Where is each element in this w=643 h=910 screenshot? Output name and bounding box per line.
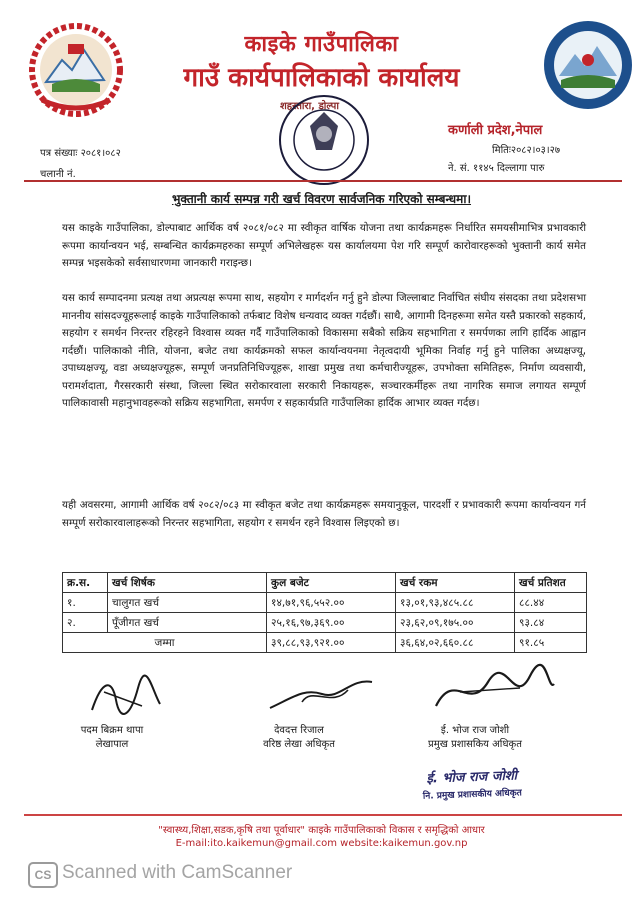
total-label: जम्मा	[63, 633, 267, 653]
col-percent: खर्च प्रतिशत	[515, 573, 587, 593]
signatory-senior-account-officer	[234, 722, 364, 750]
expenditure-table	[62, 572, 587, 653]
municipality-logo-icon	[541, 18, 635, 112]
col-heading: खर्च शिर्षक	[108, 573, 267, 593]
camscanner-watermark: Scanned with CamScanner	[62, 862, 293, 883]
cell-percent: ८८.४४	[515, 593, 587, 613]
camscanner-logo-icon: CS	[28, 862, 58, 888]
signatory-title: वरिष्ठ लेखा अधिकृत	[263, 739, 335, 750]
table-row	[63, 613, 587, 633]
cell-total-budget: २५,१६,९७,३६९.००	[267, 613, 396, 633]
table-total-row	[63, 633, 587, 653]
signature-accountant	[82, 670, 168, 722]
letter-date: मितिः२०८२।०३।२७	[492, 145, 561, 156]
signatory-name: देवदत्त रिजाल	[274, 725, 324, 736]
total-percent: ९१.८५	[515, 633, 587, 653]
cell-percent: ९३.८४	[515, 613, 587, 633]
footer-divider	[24, 814, 622, 816]
total-budget: ३९,८८,९३,९२१.००	[267, 633, 396, 653]
office-name: गाउँ कार्यपालिकाको कार्यालय	[183, 63, 460, 93]
col-expense: खर्च रकम	[396, 573, 515, 593]
total-expense: ३६,६४,०२,६६०.८८	[396, 633, 515, 653]
signatory-accountant	[62, 722, 162, 750]
cell-serial: २.	[63, 613, 108, 633]
stamp-designation: नि. प्रमुख प्रशासकीय अधिकृत	[422, 788, 522, 802]
footer-contact: E-mail:ito.kaikemun@gmail.com website:kaikemun.gov.np	[175, 838, 468, 849]
paragraph-3: यही अवसरमा, आगामी आर्थिक वर्ष २०८२/०८३ मा स्वीकृत बजेट तथा कार्यक्रमहरू समयानुकूल, पारदर्शी र प्रभावकारी रूपमा कार्यान्वयन गर्न सम्पूर्ण सरोकारवालाहरूको निरन्तर सहभागिता, सहयोग र समर्थन रहने विश्वास लिइएको छ।	[62, 499, 586, 529]
paragraph-1: यस काइके गाउँपालिका, डोल्पाबाट आर्थिक वर्ष २०८१/०८२ मा स्वीकृत वार्षिक योजना तथा कार्यक्रमहरू निर्धारित समयसीमाभित्र प्रभावकारी रूपमा कार्यान्वयन भई, सम्बन्धित कार्यक्रमहरुका सम्पूर्ण अभिलेखहरू यस कार्यालयमा पेश गरि सम्पूर्ण कारोवारहरूको भुक्तानी कार्य समेत सम्पन्न भइसकेको सर्वसाधारणमा जानकारी गराइन्छ।	[62, 222, 586, 269]
municipality-name: काइके गाउँपालिका	[244, 32, 399, 57]
cell-heading: चालुगत खर्च	[108, 593, 267, 613]
cell-expense: १३,०१,९३,४८५.८८	[396, 593, 515, 613]
stamp-name: ई. भोज राज जोशी	[426, 768, 518, 787]
letter-subject: भुक्तानी कार्य सम्पन्न गरी खर्च विवरण सार्वजनिक गरिएको सम्बन्धमा।	[171, 192, 472, 206]
table-header-row	[63, 573, 587, 593]
signatory-name: पदम बिक्रम थापा	[80, 725, 144, 736]
signature-chief-administrative-officer	[430, 662, 558, 718]
signatory-chief-administrative-officer	[395, 722, 555, 750]
office-round-stamp	[272, 90, 377, 190]
col-total-budget: कुल बजेट	[267, 573, 396, 593]
paragraph-2: यस कार्य सम्पादनमा प्रत्यक्ष तथा अप्रत्यक्ष रूपमा साथ, सहयोग र मार्गदर्शन गर्नु हुने डोल्पा जिल्लाबाट निर्वाचित संघीय संसदका तथा प्रदेशसभा माननीय सांसदज्यूहरूलाई काइके गाउँपालिकाको तर्फबाट विशेष धन्यवाद व्यक्त गर्दछौं। साथै, आगामी दिनहरूमा समेत यस्तै प्रकारको सहकार्य, सहयोग र समर्थन निरन्तर रहिरहने विश्वास व्यक्त गर्दै गाउँपालिकाको विकासमा सबैको सक्रिय सहभागिता र समर्पणका लागि हार्दिक आह्वान गर्दछौं। पालिकाको नीति, योजना, बजेट तथा कार्यक्रमको सफल कार्यान्वयनमा नेतृत्वदायी भूमिका निर्वाह गर्नु हुने पालिका अध्यक्षज्यू, उपाध्यक्षज्यू, वडा अध्यक्षज्यूहरू, सम्पूर्ण जनप्रतिनिधिज्यूहरू, शाखा प्रमुख तथा कर्मचारीज्यूहरू, उपभोक्ता समितिहरू, निर्माण व्यवसायी, परामर्शदाता, गैरसरकारी संस्था, जिल्ला स्थित सरोकारवाला सरकारी निकायहरू, सञ्चारकर्मीहरू तथा नागरिक समाज लगायत सम्पूर्ण पालिकावासी महानुभावहरूको सक्रिय सहभागिता, समर्पण र सहकार्यप्रति गाउँपालिका हार्दिक आभार व्यक्त गर्दछ।	[62, 292, 586, 409]
header-divider	[24, 180, 622, 182]
cell-heading: पूँजीगत खर्च	[108, 613, 267, 633]
table-row	[63, 593, 587, 613]
nepal-sambat-date: ने. सं. ११४५ दिल्लागा पारु	[448, 163, 545, 174]
footer-slogan: "स्वास्थ्य,शिक्षा,सडक,कृषि तथा पूर्वाधार" काइके गाउँपालिकाको विकास र समृद्धिको आधार	[158, 825, 485, 836]
signatory-title: प्रमुख प्रशासकिय अधिकृत	[428, 739, 522, 750]
dispatch-number: चलानी नं.	[40, 169, 76, 180]
signatory-title: लेखापाल	[95, 739, 129, 750]
cell-expense: २३,६२,०९,१७५.००	[396, 613, 515, 633]
letter-reference-number: पत्र संख्याः २०८१।०८२	[40, 148, 121, 159]
col-serial: क्र.स.	[63, 573, 108, 593]
cell-serial: १.	[63, 593, 108, 613]
signature-senior-account-officer	[262, 668, 382, 718]
official-name-stamp	[393, 762, 550, 805]
cell-total-budget: १४,७१,९६,५५२.००	[267, 593, 396, 613]
province-label: कर्णाली प्रदेश,नेपाल	[448, 123, 543, 138]
office-place: शहरतारा, डोल्पा	[280, 101, 339, 112]
signatory-name: ई. भोज राज जोशी	[440, 725, 510, 736]
